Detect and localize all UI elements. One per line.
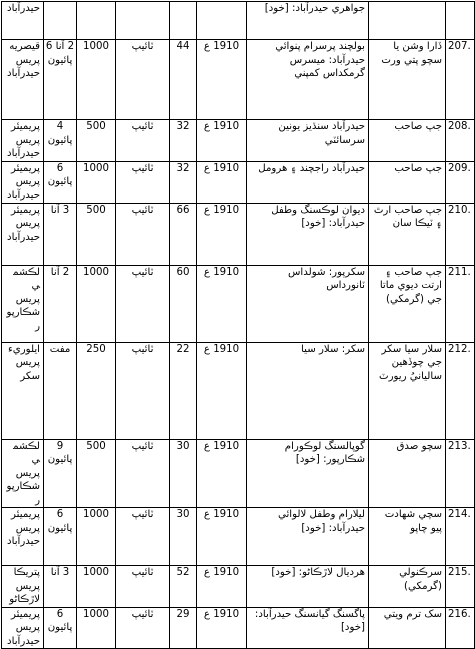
cell-type: ٽائيپ bbox=[116, 203, 170, 265]
cell-num bbox=[446, 2, 475, 40]
cell-title bbox=[369, 2, 446, 40]
cell-type: ٽائيپ bbox=[116, 508, 170, 566]
cell-press: حيدرآباد bbox=[2, 2, 44, 40]
cell-title: سچي شهادت پيو چاپو bbox=[369, 508, 446, 566]
cell-type: ٽائيپ bbox=[116, 439, 170, 508]
cell-price: 3 آنا bbox=[44, 566, 77, 608]
cell-press: پتريڪا پريس لاڙڪاڻو bbox=[2, 566, 44, 608]
cell-copies: 1000 bbox=[77, 161, 116, 203]
cell-type: ٽائيپ bbox=[116, 566, 170, 608]
bibliography-table bbox=[1, 1, 475, 649]
cell-copies: 250 bbox=[77, 342, 116, 439]
cell-title: جپ صاحب bbox=[369, 161, 446, 203]
cell-press: پريميئر پريس حيدرآباد bbox=[2, 120, 44, 162]
cell-title: جپ صاحب ۽ ارتت ديوي ماتا جي (گرمکي) bbox=[369, 265, 446, 342]
table-row bbox=[2, 607, 475, 649]
cell-price: 3 آنا bbox=[44, 203, 77, 265]
cell-press: پريميئر پريس حيدرآباد bbox=[2, 203, 44, 265]
cell-author: حيدرآباد سنڌيز يونين سرسائٽي bbox=[247, 120, 369, 162]
cell-type: ٽائيپ bbox=[116, 40, 170, 120]
cell-num: 210. bbox=[446, 203, 475, 265]
cell-author: ديوان لوڪسنگ وطفل حيدرآباد: [خود] bbox=[247, 203, 369, 265]
cell-author: ليلارام وطفل لالوائي حيدرآباد: [خود] bbox=[247, 508, 369, 566]
cell-title: سرڪنولي (گرمکي) bbox=[369, 566, 446, 608]
cell-copies: 1000 bbox=[77, 607, 116, 649]
table-row bbox=[2, 566, 475, 608]
table-row bbox=[2, 265, 475, 342]
cell-copies: 1000 bbox=[77, 566, 116, 608]
cell-price: 2 آنا bbox=[44, 265, 77, 342]
cell-title: جپ صاحب bbox=[369, 120, 446, 162]
cell-copies: 1000 bbox=[77, 508, 116, 566]
cell-title: جپ صاحب ارٿ ۽ ٽيڪا سان bbox=[369, 203, 446, 265]
cell-num: 214. bbox=[446, 508, 475, 566]
cell-price: 2 آنا 6 پائيون bbox=[44, 40, 77, 120]
cell-pages: 22 bbox=[170, 342, 197, 439]
cell-type: ٽائيپ bbox=[116, 120, 170, 162]
cell-title: سک ترم ويتي bbox=[369, 607, 446, 649]
cell-price: 6 پائيون bbox=[44, 161, 77, 203]
cell-price: مفت bbox=[44, 342, 77, 439]
cell-press: قيصريه پريس حيدرآباد bbox=[2, 40, 44, 120]
cell-author: حيدرآباد راجچند ۽ هرومل bbox=[247, 161, 369, 203]
table-row bbox=[2, 342, 475, 439]
cell-press: پريميئر پريس حيدرآباد bbox=[2, 508, 44, 566]
table-row bbox=[2, 40, 475, 120]
cell-press: پريميئر پريس حيدرآباد bbox=[2, 161, 44, 203]
cell-title: سچو صدق bbox=[369, 439, 446, 508]
cell-copies: 1000 bbox=[77, 40, 116, 120]
cell-num: 212. bbox=[446, 342, 475, 439]
cell-year: 1910 ع bbox=[197, 508, 247, 566]
cell-year: 1910 ع bbox=[197, 40, 247, 120]
cell-year: 1910 ع bbox=[197, 566, 247, 608]
cell-pages: 32 bbox=[170, 161, 197, 203]
cell-year: 1910 ع bbox=[197, 439, 247, 508]
cell-price: 4 پائيون bbox=[44, 120, 77, 162]
cell-type: ٽائيپ bbox=[116, 607, 170, 649]
cell-pages: 60 bbox=[170, 265, 197, 342]
cell-press: لڪشمي پريس شڪارپور bbox=[2, 265, 44, 342]
cell-pages: 30 bbox=[170, 439, 197, 508]
cell-pages bbox=[170, 2, 197, 40]
cell-pages: 66 bbox=[170, 203, 197, 265]
cell-copies: 1000 bbox=[77, 265, 116, 342]
cell-pages: 44 bbox=[170, 40, 197, 120]
table-row-continuation bbox=[2, 2, 475, 40]
cell-title: ڏارا وشن يا سچو پتي ورت bbox=[369, 40, 446, 120]
cell-year: 1910 ع bbox=[197, 203, 247, 265]
cell-year: 1910 ع bbox=[197, 161, 247, 203]
cell-year bbox=[197, 2, 247, 40]
table-row bbox=[2, 508, 475, 566]
cell-num: 209. bbox=[446, 161, 475, 203]
cell-num: 215. bbox=[446, 566, 475, 608]
cell-pages: 29 bbox=[170, 607, 197, 649]
cell-year: 1910 ع bbox=[197, 607, 247, 649]
cell-pages: 52 bbox=[170, 566, 197, 608]
cell-price: 6 پائيون bbox=[44, 508, 77, 566]
cell-copies: 500 bbox=[77, 203, 116, 265]
cell-pages: 32 bbox=[170, 120, 197, 162]
table-row bbox=[2, 439, 475, 508]
cell-author: هرديال لاڙڪاڻو: [خود] bbox=[247, 566, 369, 608]
cell-author: جواهري حيدرآباد: [خود] bbox=[247, 2, 369, 40]
cell-press: پريميئر پريس حيدرآباد bbox=[2, 607, 44, 649]
cell-press: ايلوريء پريس سکر bbox=[2, 342, 44, 439]
cell-num: 211. bbox=[446, 265, 475, 342]
cell-copies: 500 bbox=[77, 439, 116, 508]
cell-copies: 500 bbox=[77, 120, 116, 162]
cell-author: پاگسنگ گيانسنگ حيدرآباد: [خود] bbox=[247, 607, 369, 649]
cell-author: بولچند پرسرام پنوائي حيدرآباد: ميسرس گرمکداس کمپني bbox=[247, 40, 369, 120]
table-row bbox=[2, 120, 475, 162]
table-row bbox=[2, 161, 475, 203]
cell-author: سکر: سلار سيا bbox=[247, 342, 369, 439]
cell-price: 9 پائيون bbox=[44, 439, 77, 508]
cell-pages: 30 bbox=[170, 508, 197, 566]
cell-type: ٽائيپ bbox=[116, 342, 170, 439]
cell-copies bbox=[77, 2, 116, 40]
cell-year: 1910 ع bbox=[197, 342, 247, 439]
cell-author: گوپالسنگ لوڪورام شڪارپور: [خود] bbox=[247, 439, 369, 508]
table-row bbox=[2, 203, 475, 265]
cell-author: سکرپور: شولداس ٽانورداس bbox=[247, 265, 369, 342]
cell-price bbox=[44, 2, 77, 40]
cell-year: 1910 ع bbox=[197, 265, 247, 342]
cell-year: 1910 ع bbox=[197, 120, 247, 162]
cell-price: 6 پائيون bbox=[44, 607, 77, 649]
cell-title: سلار سيا سکر جي چوڏهين ساليانيُ ريورٽ bbox=[369, 342, 446, 439]
cell-num: 213. bbox=[446, 439, 475, 508]
cell-type bbox=[116, 2, 170, 40]
cell-num: 207. bbox=[446, 40, 475, 120]
cell-press: لڪشمي پريس شڪارپور bbox=[2, 439, 44, 508]
cell-num: 216. bbox=[446, 607, 475, 649]
cell-type: ٽائيپ bbox=[116, 265, 170, 342]
cell-num: 208. bbox=[446, 120, 475, 162]
cell-type: ٽائيپ bbox=[116, 161, 170, 203]
